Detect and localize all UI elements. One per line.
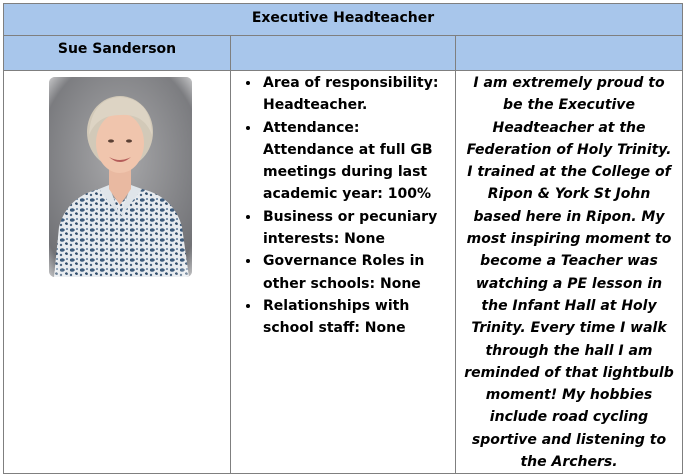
personal-statement: I am extremely proud to be the Executive Headteacher at the Federation of Holy Trinity. I trained at the College of Ripon & York St John based here in Ripon. My most inspiring moment to become a Teacher was watching a PE lesson in the Infant Hall at Holy Trinity. Every time I walk through the hall I am reminded of that lightbulb moment! My hobbies include road cycling sportive and listening to the Archers. xyxy=(464,75,674,471)
list-item: • Governance Roles in other schools: None xyxy=(261,250,451,295)
list-item: • Relationships with school staff: None xyxy=(261,295,451,340)
list-item: • Area of responsibility: Headteacher. xyxy=(261,72,451,117)
list-item: • Attendance: Attendance at full GB meetings during last academic year: 100% xyxy=(261,117,451,206)
details-row xyxy=(4,71,683,474)
facts-list xyxy=(231,72,451,340)
governor-profile-table xyxy=(3,3,683,474)
list-item: • Business or pecuniary interests: None xyxy=(261,206,451,251)
portrait-image xyxy=(49,77,192,277)
facts-cell xyxy=(231,71,456,474)
table-title: Executive Headteacher xyxy=(4,4,683,36)
person-name: Sue Sanderson xyxy=(4,36,231,71)
header-blank-cell xyxy=(456,36,683,71)
header-blank-cell xyxy=(231,36,456,71)
portrait-photo xyxy=(49,77,192,277)
photo-cell xyxy=(4,71,231,474)
statement-cell xyxy=(456,71,683,474)
header-row xyxy=(4,36,683,71)
